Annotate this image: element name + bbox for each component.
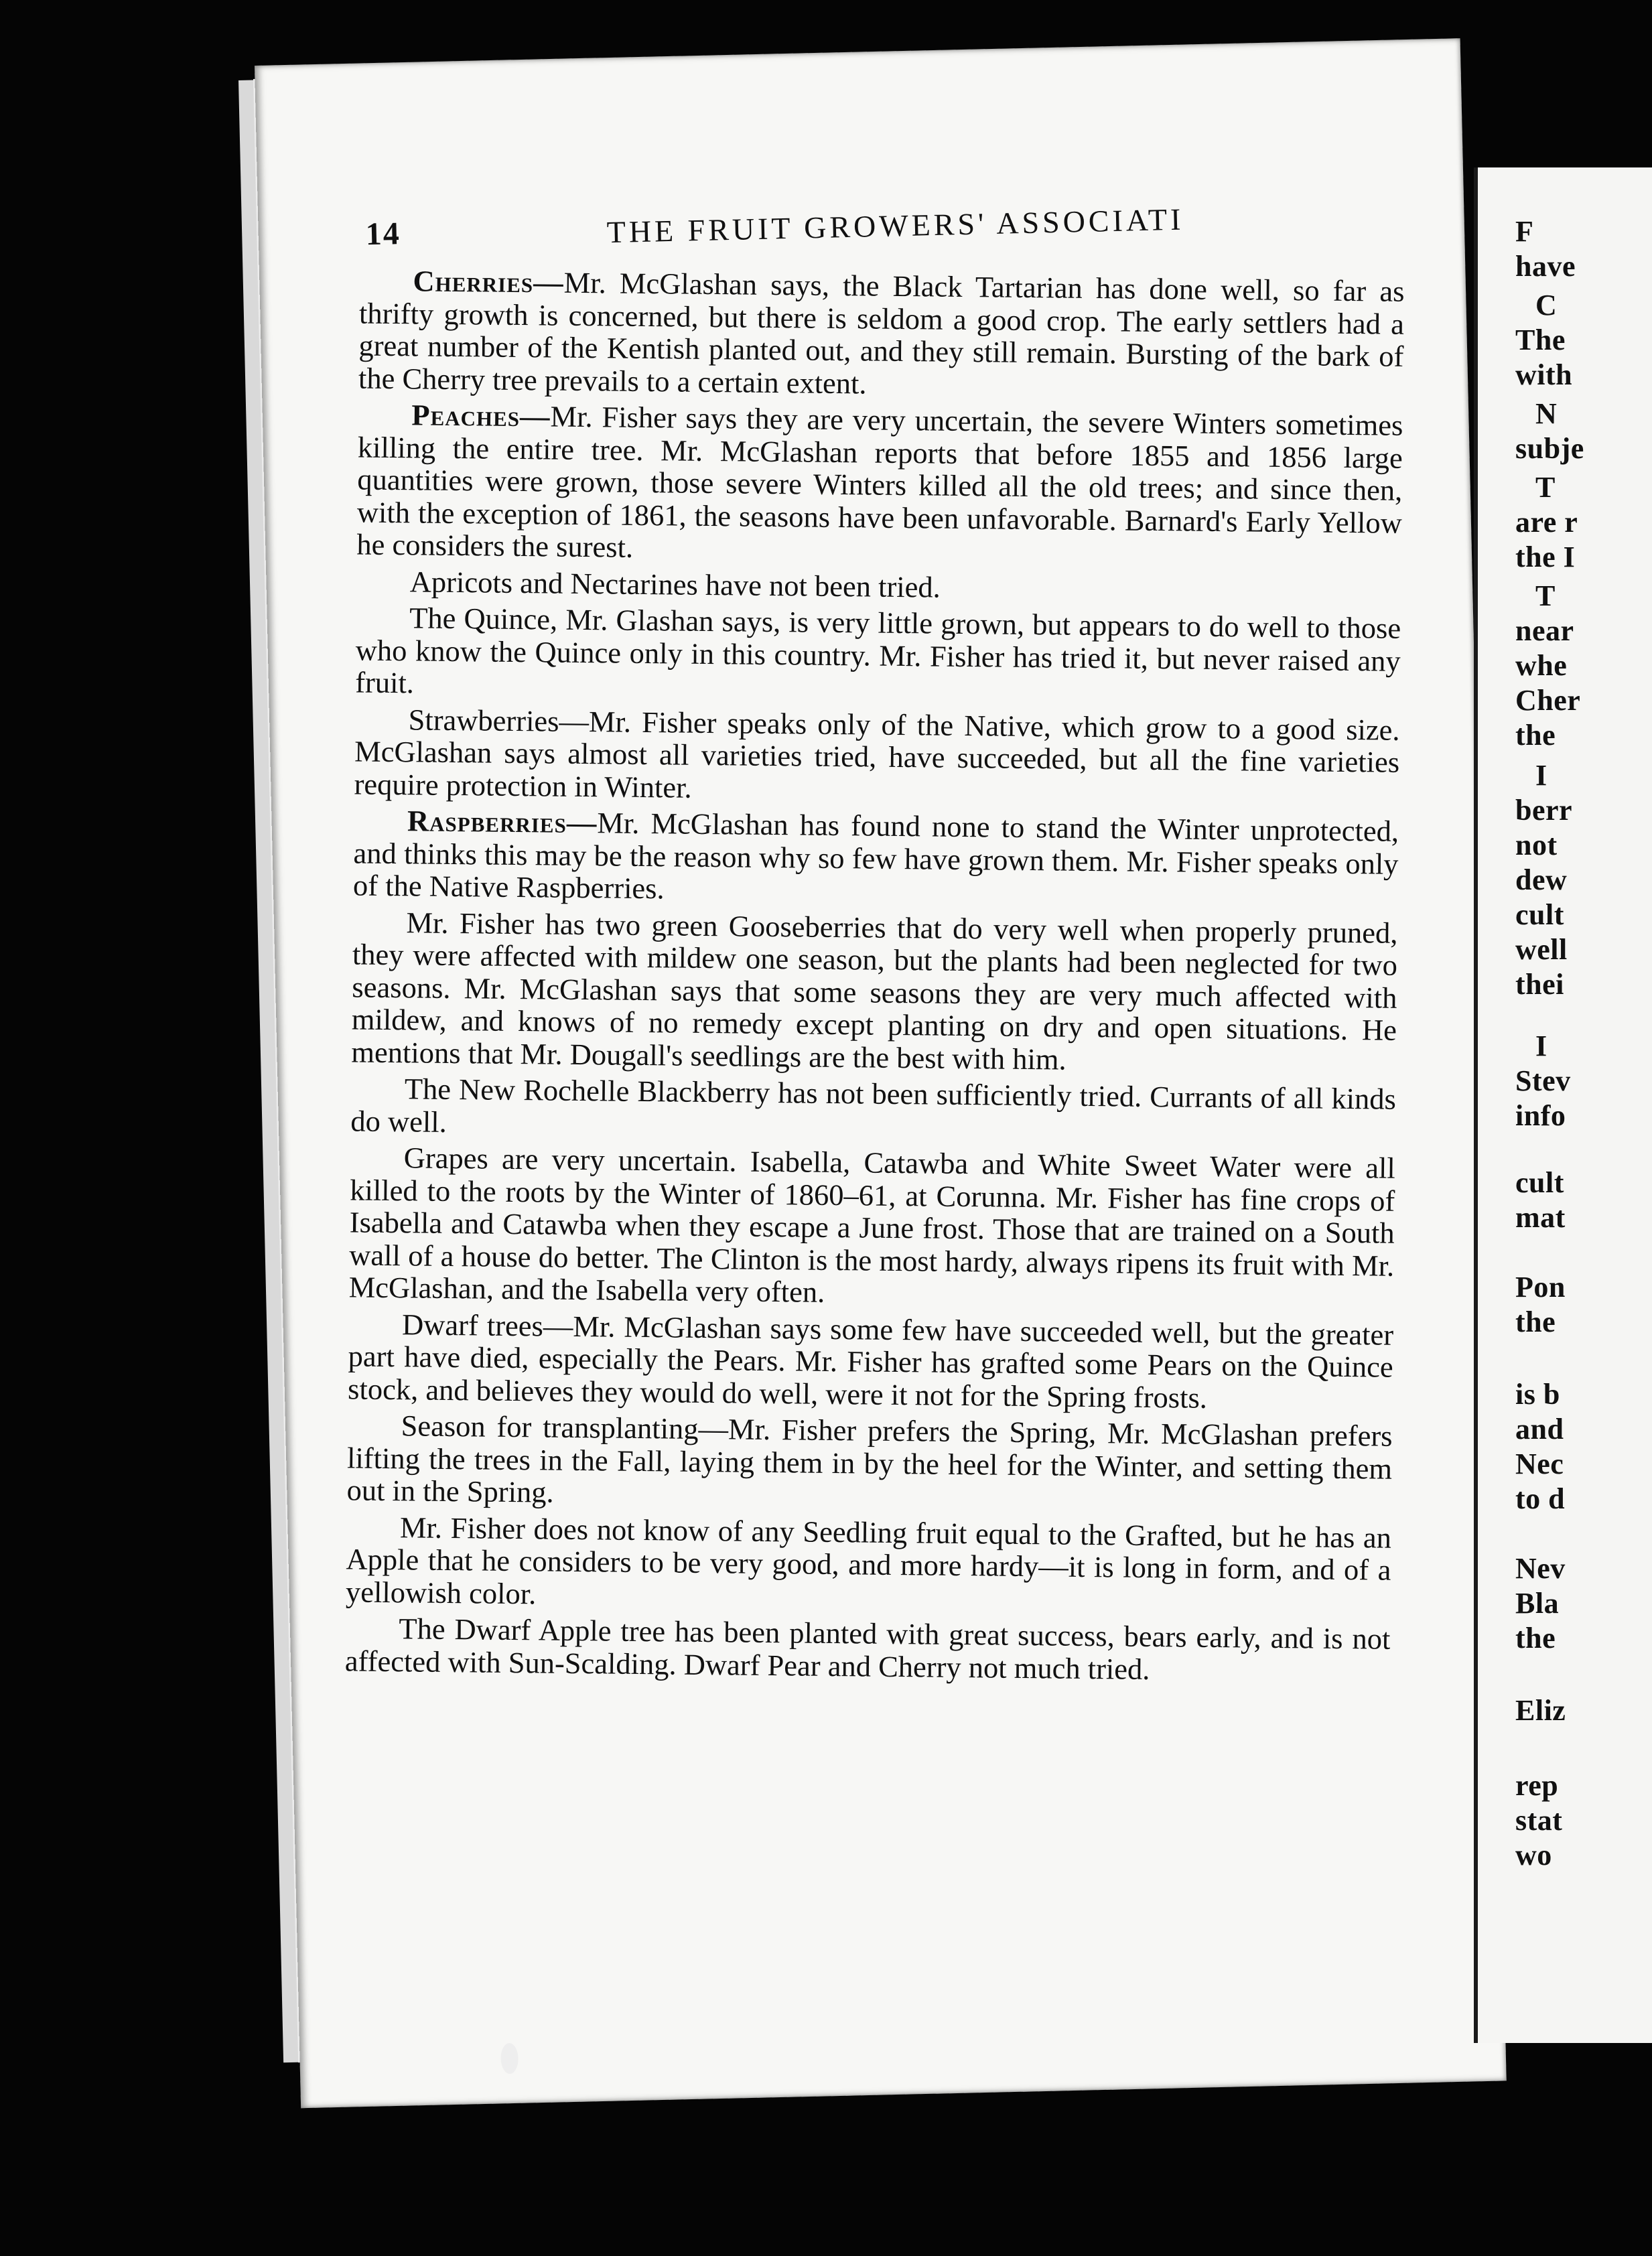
section-lead: Cherries— [413,264,564,299]
right-page-text-fragment: Bla [1515,1587,1560,1620]
page-header [365,192,1411,269]
paragraph-dwarf-trees [348,1308,1393,1416]
right-page-text-fragment: info [1515,1099,1566,1132]
paragraph-text: The Dwarf Apple tree has been planted with great success, bears early, and is not affected with Sun-Scalding. Dwarf Pear and Cherry not much tried. [344,1612,1391,1686]
right-page-text-fragment: T [1535,471,1556,504]
right-page-text-fragment: mat [1515,1201,1566,1234]
right-page-text-fragment: and [1515,1413,1564,1446]
paragraph-cherries [358,265,1405,405]
section-lead: Raspberries— [407,804,598,840]
right-page-text-fragment: I [1535,759,1547,792]
paragraph-text: The Quince, Mr. Glashan says, is very little grown, but appears to do well to those who know the Quince only in this country. Mr. Fisher has tried it, but never raised any fruit. [354,601,1401,700]
right-page-text-fragment: whe [1515,649,1568,682]
right-page-text-fragment: Nev [1515,1552,1566,1585]
right-page-text-fragment: the [1515,1306,1556,1338]
paragraph-text: Mr. McGlashan has found none to stand the Winter unprotected, and thinks this may be the reason why so few have grown them. Mr. Fisher speaks only of the Native Raspberries. [352,806,1399,906]
right-page-text-fragment: wo [1515,1839,1552,1872]
right-page-text-fragment: Pon [1515,1271,1566,1303]
paragraph-strawberries [354,703,1399,811]
section-lead: Peaches— [411,398,551,433]
paragraph-raspberries [353,804,1399,912]
paragraph-grapes [349,1141,1395,1314]
right-page-text-fragment: have [1515,250,1576,283]
right-page-text-fragment: berr [1515,794,1573,827]
right-page-text-fragment: near [1515,614,1574,647]
paragraph-text: Apricots and Nectarines have not been tried. [409,564,941,604]
paragraph-text: Strawberries—Mr. Fisher speaks only of the Native, which grow to a good size. McGlashan says almost all varieties tried, have succeeded, but all the fine varieties require protection in Winter. [354,702,1400,804]
left-page [255,38,1507,2108]
paragraph-text: Mr. Fisher does not know of any Seedling fruit equal to the Grafted, but he has an Apple that he considers to be very good, and more hardy—it is long in form, and of a yellowish color. [345,1510,1392,1610]
page-number: 14 [365,216,401,253]
right-page-text-fragment: to d [1515,1482,1566,1515]
right-page-text-fragment: subje [1515,432,1584,465]
paragraph-text: Mr. Fisher has two green Gooseberries that do very well when properly pruned, they were affected with mildew one season, but the plants had been neglected for two seasons. Mr. McGlashan says that some seasons they are very much affected with mildew, and knows of no remedy except planting on dry and open situations. He mentions that Mr. Dougall's seedlings are the best with him. [351,905,1398,1076]
paper-speck [500,2043,519,2074]
paragraph-blackberry [350,1072,1396,1147]
paragraph-text: Season for transplanting—Mr. Fisher prefers the Spring, Mr. McGlashan prefers lifting the trees in the Fall, laying them in by the heel for the Winter, and setting them out in the Spring. [346,1409,1393,1509]
paragraph-gooseberries [351,906,1397,1079]
right-page-text-fragment: stat [1515,1804,1563,1837]
paragraph-text: The New Rochelle Blackberry has not been sufficiently tried. Currants of all kinds do well. [350,1072,1397,1139]
right-page-text-fragment: The [1515,324,1566,356]
right-page-text-fragment: the I [1515,541,1576,573]
paragraph-peaches [356,399,1403,572]
right-page-text-fragment: are r [1515,506,1578,539]
body-text [345,265,1405,1692]
right-page-text-fragment: Nec [1515,1448,1564,1480]
right-page-text-fragment: I [1535,1030,1547,1062]
right-page-text-fragment: dew [1515,863,1568,896]
paragraph-quince [355,601,1401,709]
right-page-text-fragment: is b [1515,1378,1560,1411]
paragraph-text: Mr. Fisher says they are very uncertain, the severe Winters sometimes killing the entire tree. Mr. McGlashan reports that before 1855 and 1856 large quantities were grown, those severe Winters killed all the old trees; and since then, with the exception of 1861, the seasons have been unfavorable. Barnard's Early Yellow he considers the surest. [356,399,1403,564]
right-page-fragment [1474,167,1652,2043]
right-page-text-fragment: the [1515,719,1556,752]
running-head: THE FRUIT GROWERS' ASSOCIATI [606,202,1184,250]
right-page-text-fragment: C [1535,289,1558,322]
right-page-text-fragment: Stev [1515,1064,1571,1097]
right-page-text-fragment: with [1515,358,1573,391]
paragraph-dwarf-apple [345,1612,1391,1687]
right-page-text-fragment: F [1515,215,1534,248]
right-page-text-fragment: Cher [1515,684,1581,717]
right-page-text-fragment: T [1535,579,1556,612]
right-page-text-fragment: the [1515,1622,1556,1654]
paragraph-text: Dwarf trees—Mr. McGlashan says some few have succeeded well, but the greater part have died, especially the Pears. Mr. Fisher has grafted some Pears on the Quince stock, and believes they would do well, were it not for the Spring frosts. [347,1307,1394,1415]
paragraph-seedling [346,1510,1391,1619]
right-page-text-fragment: Eliz [1515,1694,1566,1727]
right-page-text-fragment: rep [1515,1769,1559,1802]
right-page-text-fragment: well [1515,933,1568,966]
paragraph-transplanting [346,1409,1392,1517]
right-page-text-fragment: thei [1515,968,1564,1001]
right-page-text-fragment: cult [1515,1166,1564,1199]
paragraph-text: Mr. McGlashan says, the Black Tartarian has done well, so far as thrifty growth is concerned, but there is seldom a good crop. The early settlers had a great number of the Kentish planted out, and they still remain. Bursting of the bark of the Cherry tree prevails to a certain extent. [358,265,1405,400]
right-page-text-fragment: N [1535,397,1558,430]
paragraph-text: Grapes are very uncertain. Isabella, Catawba and White Sweet Water were all killed to the roots by the Winter of 1860–61, at Corunna. Mr. Fisher has fine crops of Isabella and Catawba when they escape a June frost. Those that are trained on a South wall of a house do better. The Clinton is the most hardy, always ripens its fruit with Mr. McGlashan, and the Isabella very often. [348,1141,1395,1309]
right-page-text-fragment: cult [1515,898,1564,931]
right-page-text-fragment: not [1515,829,1558,861]
